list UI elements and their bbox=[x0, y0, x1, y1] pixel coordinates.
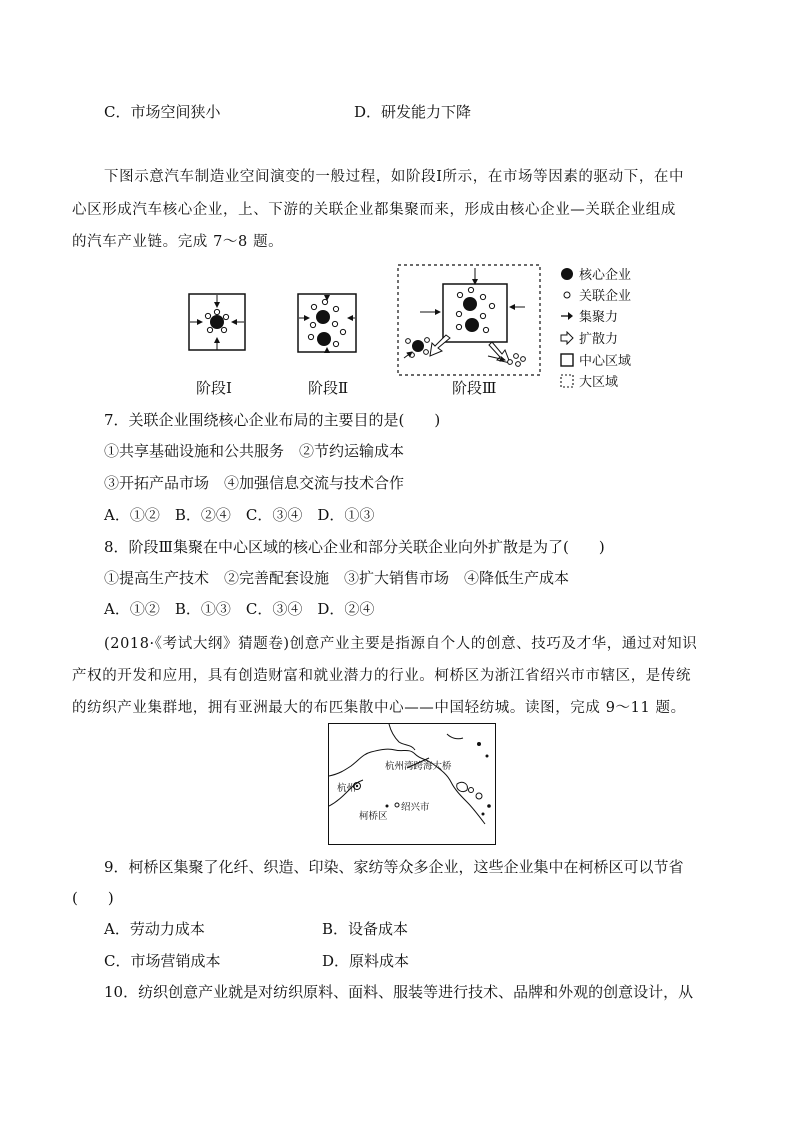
map-label-keqiao: 柯桥区 bbox=[359, 811, 388, 822]
question-options: A．①② B．②④ C．③④ D．①③ bbox=[104, 506, 375, 524]
question-items: ①共享基础设施和公共服务 ②节约运输成本 bbox=[104, 442, 405, 460]
question-10-stem: 10．纺织创意产业就是对纺织原料、面料、服装等进行技术、品牌和外观的创意设计，从 bbox=[104, 983, 694, 1001]
option-d: D．研发能力下降 bbox=[354, 103, 472, 121]
core-enterprise bbox=[317, 332, 331, 346]
intro-line: 的纺织产业集群地，拥有亚洲最大的布匹集散中心——中国轻纺城。读图，完成 9～11 题。 bbox=[72, 700, 686, 716]
stage-3-label: 阶段Ⅲ bbox=[452, 379, 497, 397]
legend-diffusion: 扩散力 bbox=[560, 328, 618, 347]
intro-line: 心区形成汽车核心企业，上、下游的关联企业都集聚而来，形成由核心企业—关联企业组成 bbox=[72, 202, 676, 218]
option-c: C．市场营销成本 bbox=[104, 952, 221, 970]
legend-agglomeration: 集聚力 bbox=[560, 306, 618, 325]
dashed-square-icon bbox=[560, 374, 574, 388]
intro-line: 下图示意汽车制造业空间演变的一般过程，如阶段Ⅰ所示，在市场等因素的驱动下，在中 bbox=[104, 169, 685, 185]
intro-line: 产权的开发和应用，具有创造财富和就业潜力的行业。柯桥区为浙江省绍兴市市辖区，是传统 bbox=[72, 668, 692, 684]
hollow-arrow-icon bbox=[560, 331, 574, 345]
hollow-circle-icon bbox=[560, 288, 574, 302]
map-label-bridge: 杭州湾跨海大桥 bbox=[385, 761, 452, 772]
question-options: A．①② B．①③ C．③④ D．②④ bbox=[104, 600, 375, 618]
core-enterprise bbox=[210, 315, 224, 329]
stage-2-label: 阶段Ⅱ bbox=[308, 379, 349, 397]
stage-1-diagram bbox=[189, 294, 245, 350]
question-stem: 7．关联企业围绕核心企业布局的主要目的是( ) bbox=[104, 411, 441, 429]
question-stem: 9．柯桥区集聚了化纤、织造、印染、家纺等众多企业，这些企业集中在柯桥区可以节省 bbox=[104, 858, 684, 876]
core-enterprise bbox=[463, 297, 477, 311]
option-d: D．原料成本 bbox=[322, 952, 410, 970]
filled-circle-icon bbox=[560, 267, 574, 281]
intro-line: (2018·《考试大纲》猜题卷)创意产业主要是指源自个人的创意、技巧及才华，通过对知识 bbox=[104, 636, 698, 652]
core-enterprise bbox=[412, 340, 424, 352]
option-b: B．设备成本 bbox=[322, 920, 409, 938]
option-c: C．市场空间狭小 bbox=[104, 103, 221, 121]
stage-3-diagram bbox=[398, 265, 540, 375]
legend-related: 关联企业 bbox=[560, 285, 631, 304]
question-items: ③开拓产品市场 ④加强信息交流与技术合作 bbox=[104, 474, 405, 492]
intro-line: 的汽车产业链。完成 7～8 题。 bbox=[72, 234, 284, 250]
option-a: A．劳动力成本 bbox=[104, 920, 205, 938]
legend-core: 核心企业 bbox=[560, 264, 631, 283]
question-stem-cont: ( ) bbox=[72, 889, 114, 907]
legend-center-region: 中心区域 bbox=[560, 350, 631, 369]
map-label-shaoxing: 绍兴市 bbox=[401, 802, 430, 813]
question-items: ①提高生产技术 ②完善配套设施 ③扩大销售市场 ④降低生产成本 bbox=[104, 569, 570, 587]
legend-large-region: 大区域 bbox=[560, 371, 618, 390]
shaoxing-marker bbox=[395, 803, 399, 807]
arrow-right-icon bbox=[560, 309, 574, 323]
question-stem: 8．阶段Ⅲ集聚在中心区域的核心企业和部分关联企业向外扩散是为了( ) bbox=[104, 538, 605, 556]
square-icon bbox=[560, 353, 574, 367]
stage-1-label: 阶段Ⅰ bbox=[196, 379, 232, 397]
core-enterprise bbox=[465, 318, 479, 332]
stages-diagram bbox=[180, 262, 560, 382]
core-enterprise bbox=[316, 310, 330, 324]
keqiao-map bbox=[328, 723, 496, 845]
stage-2-diagram bbox=[298, 294, 356, 352]
map-label-hangzhou: 杭州 bbox=[337, 783, 357, 794]
